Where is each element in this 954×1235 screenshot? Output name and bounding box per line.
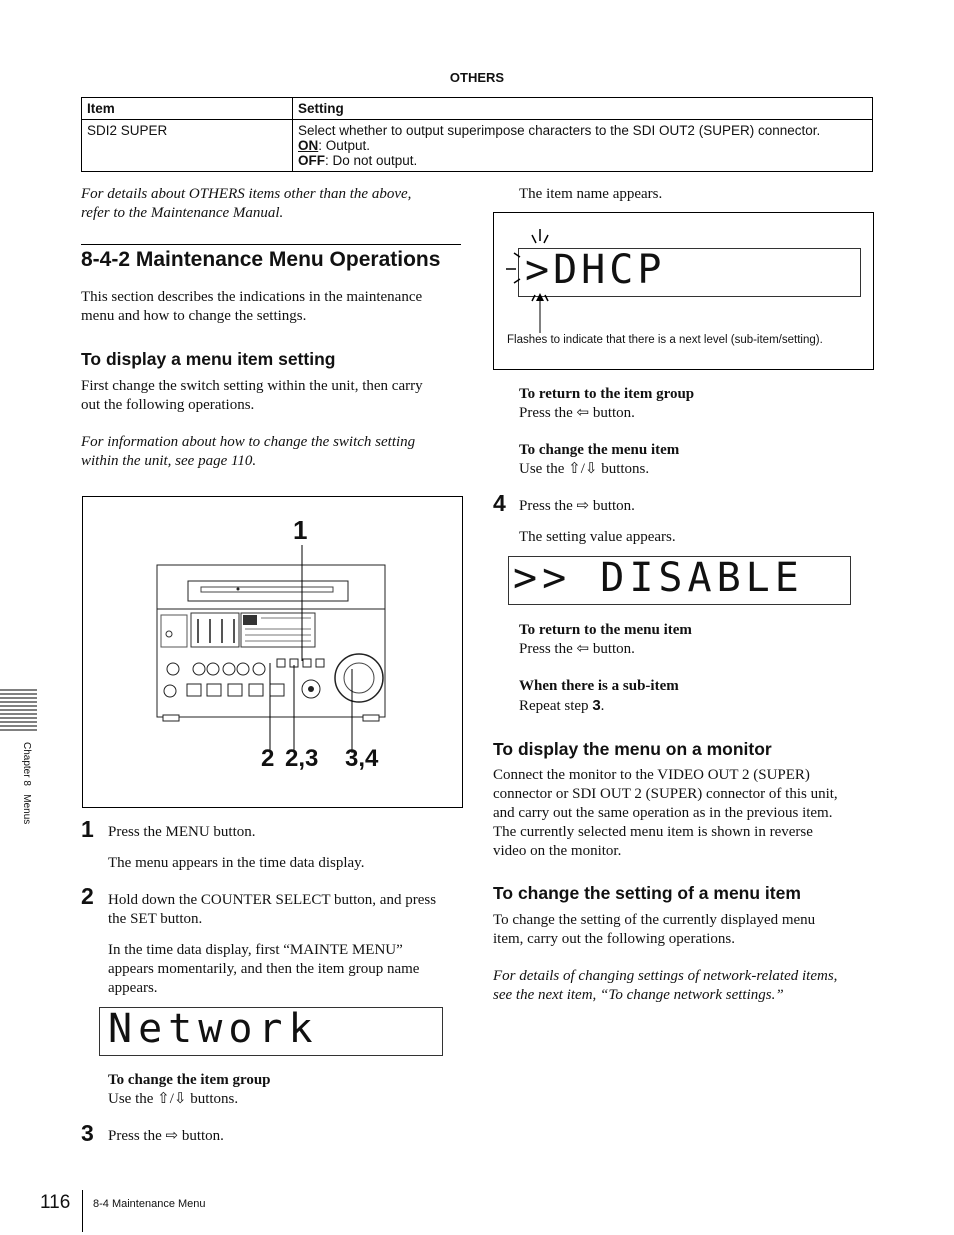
step-2-sub-line: appears momentarily, and then the item group name bbox=[108, 961, 420, 977]
return-group-title: To return to the item group bbox=[519, 386, 695, 402]
subitem-text-post: . bbox=[600, 698, 605, 714]
step-2-sub-line: In the time data display, first “MAINTE MENU” bbox=[108, 942, 403, 958]
switch-note-line: For information about how to change the switch setting bbox=[81, 434, 416, 450]
display-heading: To display a menu item setting bbox=[81, 349, 336, 369]
off-val: : Do not output. bbox=[325, 153, 418, 168]
callout-3-4: 3,4 bbox=[345, 745, 379, 772]
on-key: ON bbox=[298, 138, 319, 153]
callout-1: 1 bbox=[293, 515, 308, 545]
step-2-sub bbox=[108, 941, 419, 998]
step-2-sub-line: appears. bbox=[108, 980, 158, 996]
change-group-title: To change the item group bbox=[108, 1072, 271, 1088]
switch-note-line: within the unit, see page 110. bbox=[81, 453, 257, 469]
chapter-tab-marker bbox=[0, 688, 38, 732]
row-item: SDI2 SUPER bbox=[82, 120, 293, 172]
change-setting-paragraph bbox=[493, 911, 815, 949]
subitem-text bbox=[519, 696, 604, 716]
section-rule bbox=[81, 244, 461, 245]
callout-2-3: 2,3 bbox=[285, 745, 319, 772]
subitem-text-pre: Repeat step bbox=[519, 698, 593, 714]
side-chapter-label: Chapter 8 Menus bbox=[21, 742, 32, 825]
monitor-line: video on the monitor. bbox=[493, 843, 622, 859]
step-2-text bbox=[108, 891, 436, 929]
display-paragraph bbox=[81, 377, 423, 415]
others-note bbox=[81, 185, 411, 223]
monitor-line: connector or SDI OUT 2 (SUPER) connector of this unit, bbox=[493, 786, 838, 802]
network-display-text: Network bbox=[108, 1006, 319, 1052]
monitor-paragraph bbox=[493, 766, 838, 861]
table-row bbox=[82, 120, 873, 172]
intro-line: This section describes the indications in the maintenance bbox=[81, 289, 423, 305]
display-line: out the following operations. bbox=[81, 397, 255, 413]
page-number: 116 bbox=[40, 1192, 71, 1213]
subitem-title: When there is a sub-item bbox=[519, 678, 679, 694]
footer-rule bbox=[82, 1190, 83, 1232]
step-2-number: 2 bbox=[81, 883, 94, 909]
step-2-line: the SET button. bbox=[108, 911, 203, 927]
header-setting: Setting bbox=[293, 98, 873, 120]
change-setting-line: item, carry out the following operations. bbox=[493, 931, 736, 947]
row-desc: Select whether to output superimpose characters to the SDI OUT2 (SUPER) connector. bbox=[298, 123, 821, 138]
subitem-step-ref: 3 bbox=[592, 697, 601, 714]
others-table bbox=[81, 97, 873, 172]
network-note-line: see the next item, “To change network settings.” bbox=[493, 987, 784, 1003]
step-3-number: 3 bbox=[81, 1120, 94, 1146]
return-group-text: Press the ⇦ button. bbox=[519, 405, 635, 421]
others-note-line: refer to the Maintenance Manual. bbox=[81, 205, 284, 221]
network-note bbox=[493, 967, 837, 1005]
disable-display bbox=[508, 556, 851, 605]
change-item-title: To change the menu item bbox=[519, 442, 680, 458]
device-figure bbox=[82, 496, 463, 808]
intro-line: menu and how to change the settings. bbox=[81, 308, 307, 324]
return-item-text: Press the ⇦ button. bbox=[519, 641, 635, 657]
change-setting-heading: To change the setting of a menu item bbox=[493, 883, 801, 903]
dhcp-figure bbox=[493, 212, 874, 370]
footer-section: 8-4 Maintenance Menu bbox=[93, 1198, 206, 1210]
header-item: Item bbox=[82, 98, 293, 120]
step-4-text: Press the ⇨ button. bbox=[519, 498, 635, 514]
switch-note bbox=[81, 433, 415, 471]
others-note-line: For details about OTHERS items other than the above, bbox=[81, 186, 412, 202]
off-key: OFF bbox=[298, 153, 325, 168]
dhcp-display-text: >DHCP bbox=[525, 247, 666, 293]
table-title: OTHERS bbox=[449, 70, 505, 85]
monitor-line: The currently selected menu item is shown in reverse bbox=[493, 824, 813, 840]
change-group-text: Use the ⇧/⇩ buttons. bbox=[108, 1091, 239, 1107]
callout-2: 2 bbox=[261, 745, 275, 772]
monitor-heading: To display the menu on a monitor bbox=[493, 739, 772, 759]
step-4-number: 4 bbox=[493, 490, 506, 516]
return-item-title: To return to the menu item bbox=[519, 622, 692, 638]
flash-caption: Flashes to indicate that there is a next level (sub-item/setting). bbox=[507, 334, 823, 346]
network-display bbox=[99, 1007, 443, 1056]
disable-display-text: >> DISABLE bbox=[513, 555, 804, 601]
step-3-text: Press the ⇨ button. bbox=[108, 1128, 224, 1144]
step-1-sub: The menu appears in the time data display. bbox=[108, 855, 365, 871]
change-setting-line: To change the setting of the currently displayed menu bbox=[493, 912, 816, 928]
monitor-line: Connect the monitor to the VIDEO OUT 2 (SUPER) bbox=[493, 767, 810, 783]
intro-paragraph bbox=[81, 288, 422, 326]
network-note-line: For details of changing settings of network-related items, bbox=[493, 968, 838, 984]
change-item-text: Use the ⇧/⇩ buttons. bbox=[519, 461, 650, 477]
step-2-line: Hold down the COUNTER SELECT button, and press bbox=[108, 892, 437, 908]
item-name-appears: The item name appears. bbox=[519, 186, 663, 202]
step-1-number: 1 bbox=[81, 816, 94, 842]
row-setting bbox=[293, 120, 873, 172]
section-title: 8-4-2 Maintenance Menu Operations bbox=[81, 248, 441, 271]
step-1-text: Press the MENU button. bbox=[108, 824, 256, 840]
monitor-line: and carry out the same operation as in the previous item. bbox=[493, 805, 833, 821]
on-val: : Output. bbox=[318, 138, 371, 153]
step-4-sub: The setting value appears. bbox=[519, 529, 676, 545]
display-line: First change the switch setting within the unit, then carry bbox=[81, 378, 423, 394]
